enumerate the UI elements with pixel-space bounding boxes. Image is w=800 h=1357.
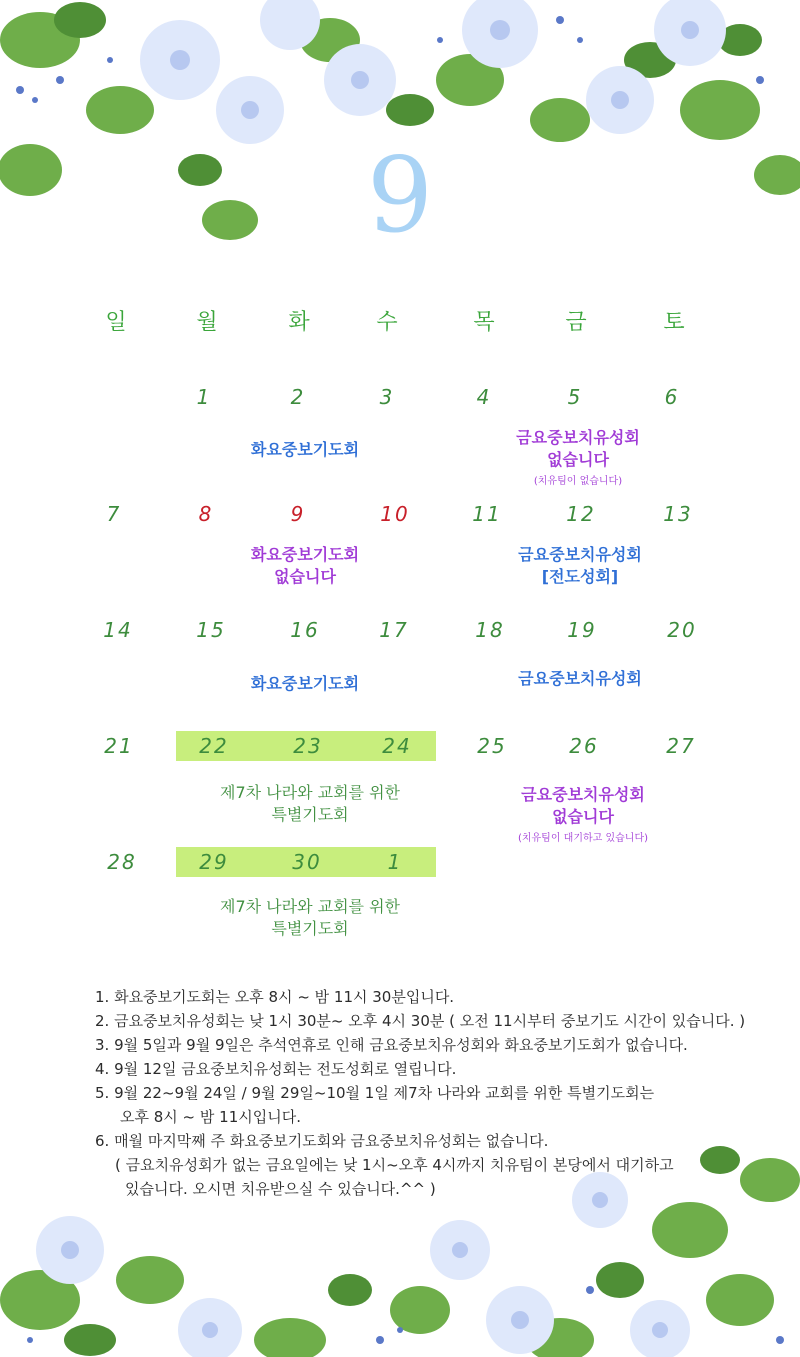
day-cell: 16: [290, 618, 320, 642]
day-cell-holiday: 8: [198, 502, 214, 526]
day-cell: 25: [477, 734, 507, 758]
day-cell-holiday: 10: [380, 502, 410, 526]
day-cell: 5: [567, 385, 583, 409]
day-cell: 24: [382, 734, 412, 758]
note-item: 5. 9월 22~9월 24일 / 9월 29일~10월 1일 제7차 나라와 교회를 위한 특별기도회는: [95, 1084, 655, 1102]
day-cell: 12: [566, 502, 596, 526]
day-cell: 6: [664, 385, 680, 409]
event-friday-evangelism: 금요중보치유성회 [전도성회]: [518, 545, 642, 586]
event-tuesday-prayer: 화요중보기도회: [250, 674, 360, 693]
day-cell: 18: [475, 618, 505, 642]
day-cell: 22: [199, 734, 229, 758]
day-cell: 26: [569, 734, 599, 758]
weekday-wed: 수: [376, 310, 400, 335]
weekday-tue: 화: [288, 310, 312, 335]
day-cell: 13: [663, 502, 693, 526]
day-cell: 29: [199, 850, 229, 874]
note-item-continuation: 오후 8시 ~ 밤 11시입니다.: [120, 1108, 301, 1126]
note-item: 3. 9월 5일과 9월 9일은 추석연휴로 인해 금요중보치유성회와 화요중보기도회가 없습니다.: [95, 1036, 688, 1054]
event-special-prayer: 제7차 나라와 교회를 위한 특별기도회: [220, 897, 400, 938]
weekday-thu: 목: [473, 310, 497, 335]
day-cell: 3: [379, 385, 395, 409]
event-friday-healing-cancelled: 금요중보치유성회 없습니다 (치유팀이 없습니다): [516, 428, 640, 487]
note-item: 1. 화요중보기도회는 오후 8시 ~ 밤 11시 30분입니다.: [95, 988, 455, 1006]
day-cell: 28: [107, 850, 137, 874]
event-tuesday-prayer: 화요중보기도회: [250, 440, 360, 459]
notes-list: [95, 985, 785, 1201]
day-cell: 14: [103, 618, 133, 642]
day-cell: 4: [476, 385, 492, 409]
day-cell: 2: [290, 385, 306, 409]
day-cell: 7: [106, 502, 122, 526]
day-cell: 17: [379, 618, 409, 642]
event-special-prayer: 제7차 나라와 교회를 위한 특별기도회: [220, 783, 400, 824]
note-item-continuation: ( 금요치유성회가 없는 금요일에는 낮 1시~오후 4시까지 치유팀이 본당에서 대기하고: [115, 1156, 674, 1174]
note-item: 2. 금요중보치유성회는 낮 1시 30분~ 오후 4시 30분 ( 오전 11시부터 중보기도 시간이 있습니다. ): [95, 1012, 746, 1030]
event-friday-healing: 금요중보치유성회: [518, 669, 642, 688]
note-item: 6. 매월 마지막째 주 화요중보기도회와 금요중보치유성회는 없습니다.: [95, 1132, 549, 1150]
event-tuesday-prayer-cancelled: 화요중보기도회 없습니다: [250, 545, 360, 586]
day-cell-holiday: 9: [290, 502, 306, 526]
day-cell: 1: [196, 385, 212, 409]
day-cell: 23: [293, 734, 323, 758]
weekday-mon: 월: [196, 310, 220, 335]
day-cell: 21: [104, 734, 134, 758]
weekday-sat: 토: [663, 310, 687, 335]
weekday-sun: 일: [105, 310, 129, 335]
note-item-continuation: 있습니다. 오시면 치유받으실 수 있습니다.^^ ): [125, 1180, 436, 1198]
month-number: 9: [366, 134, 434, 256]
day-cell: 30: [292, 850, 322, 874]
day-cell: 19: [567, 618, 597, 642]
day-cell: 27: [666, 734, 696, 758]
note-item: 4. 9월 12일 금요중보치유성회는 전도성회로 열립니다.: [95, 1060, 457, 1078]
day-cell: 15: [196, 618, 226, 642]
day-cell: 20: [667, 618, 697, 642]
event-friday-healing-cancelled: 금요중보치유성회 없습니다 (치유팀이 대기하고 있습니다): [517, 785, 649, 844]
day-cell: 11: [472, 502, 502, 526]
weekday-fri: 금: [565, 310, 589, 335]
day-cell: 1: [387, 850, 403, 874]
